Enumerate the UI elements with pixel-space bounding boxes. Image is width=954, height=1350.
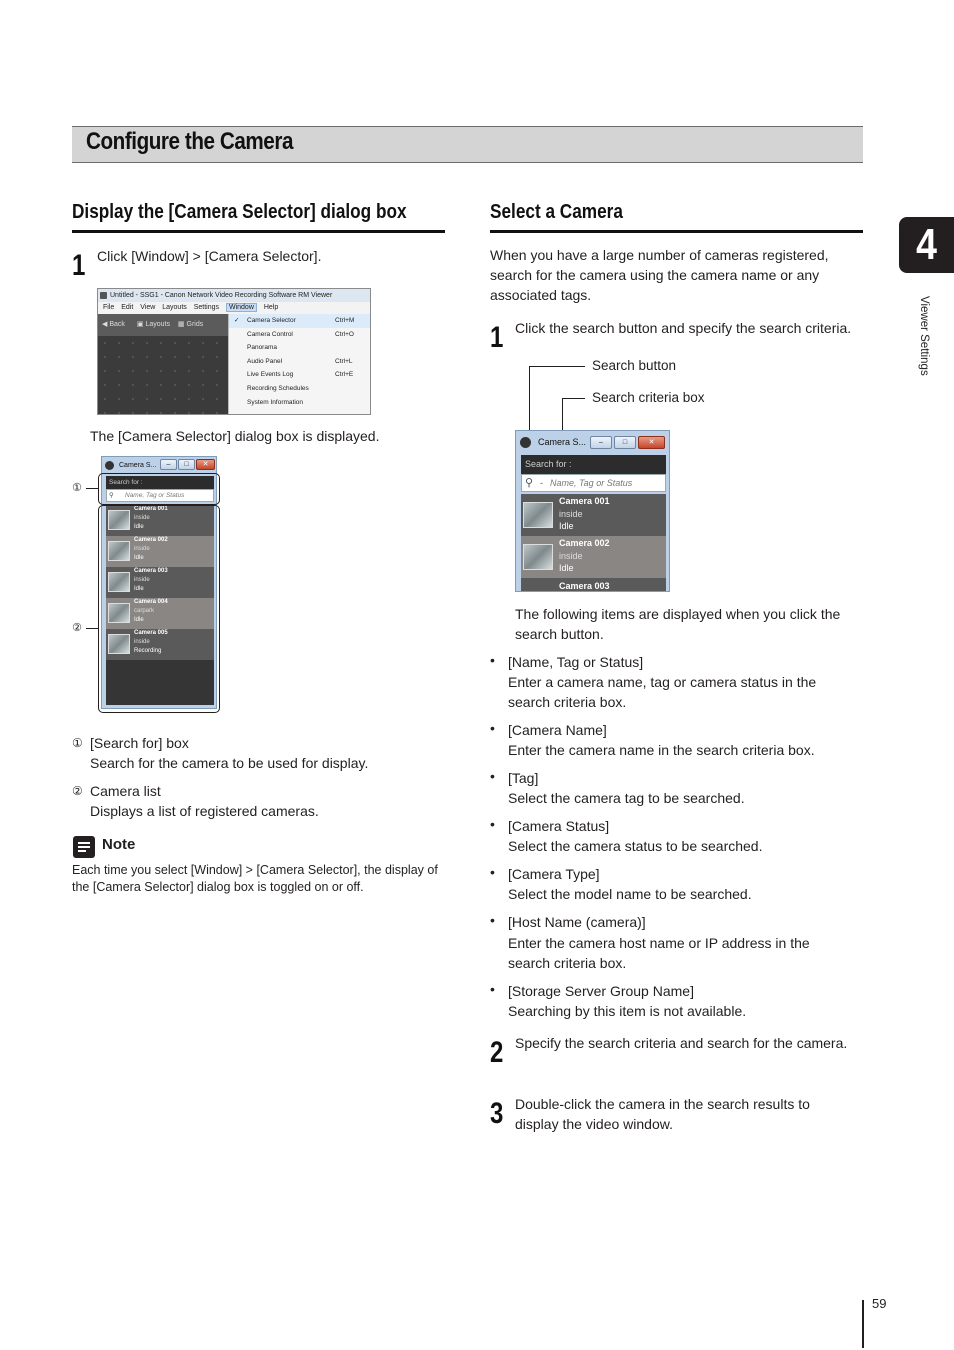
menu-item-label: System Information <box>247 398 303 406</box>
search-placeholder: Name, Tag or Status <box>125 492 185 499</box>
legend-marker-2: ② <box>72 784 83 798</box>
camera-location: inside <box>134 639 150 645</box>
window-menu-screenshot <box>97 288 371 415</box>
menu-item-shortcut: Ctrl+O <box>335 330 354 338</box>
legend-marker-1: ① <box>72 736 83 750</box>
bullet-dot: • <box>490 912 495 928</box>
menu-item-recording-schedules[interactable] <box>229 382 371 396</box>
bullet-dot: • <box>490 720 495 736</box>
camera-thumbnail <box>523 502 553 528</box>
bullet-desc: Select the model name to be searched. <box>508 886 752 902</box>
left-heading: Display the [Camera Selector] dialog box <box>72 201 407 223</box>
toolbar-grids[interactable]: Grids <box>186 321 204 328</box>
page-number-rule <box>862 1300 864 1348</box>
layouts-icon: ▣ <box>136 321 144 328</box>
menu-view[interactable]: View <box>140 304 156 311</box>
bullet-dot: • <box>490 768 495 784</box>
chapter-number: 4 <box>916 220 937 269</box>
right-step2-number: 2 <box>490 1036 504 1069</box>
page-number: 59 <box>872 1296 887 1311</box>
check-icon: ✓ <box>234 317 240 324</box>
menu-item-label: Audio Panel <box>247 357 283 365</box>
bullet-title: [Camera Name] <box>508 722 607 738</box>
dialog-title: Camera S... <box>119 462 157 469</box>
search-for-label: Search for : <box>521 455 666 474</box>
camera-name: Camera 005 <box>134 630 168 636</box>
camera-name: Camera 003 <box>559 581 610 591</box>
camera-list[interactable] <box>521 494 666 592</box>
menu-item-label: Camera Control <box>247 330 293 338</box>
camera-name: Camera 002 <box>134 537 168 543</box>
camera-status: Idle <box>134 586 144 592</box>
search-icon[interactable]: ⚲ <box>109 492 114 499</box>
bullet-title: [Storage Server Group Name] <box>508 983 694 999</box>
camera-list-item[interactable] <box>521 536 666 578</box>
callout-line <box>86 488 98 489</box>
app-icon <box>100 292 107 299</box>
callout-marker-1: ① <box>72 482 82 494</box>
legend-title-2: Camera list <box>90 783 161 799</box>
bullet-desc: Searching by this item is not available. <box>508 1003 747 1019</box>
camera-location: inside <box>559 551 583 561</box>
left-heading-rule <box>72 230 445 233</box>
bullet-desc: Select the camera tag to be searched. <box>508 790 745 806</box>
camera-status: Idle <box>559 521 574 531</box>
bullet-desc: Enter the camera host name or IP address in the search criteria box. <box>508 935 810 971</box>
camera-status: Recording <box>134 648 162 654</box>
chapter-label: Viewer Settings <box>918 296 930 376</box>
search-criteria-box-label: Search criteria box <box>592 390 705 405</box>
callout-frame-search <box>98 473 220 505</box>
close-button[interactable]: ✕ <box>196 459 215 470</box>
camera-location: carpark <box>134 608 155 614</box>
bullet-dot: • <box>490 816 495 832</box>
menu-item-live-events-log[interactable] <box>229 368 371 382</box>
menu-file[interactable]: File <box>103 304 115 311</box>
chevron-down-icon[interactable]: - <box>540 478 543 488</box>
section-title: Configure the Camera <box>86 128 294 155</box>
callout-marker-2: ② <box>72 622 82 634</box>
search-button-label: Search button <box>592 358 677 373</box>
menu-item-label: Camera Selector <box>247 317 296 324</box>
camera-name: Camera 001 <box>559 496 610 506</box>
camera-status: Idle <box>134 555 144 561</box>
menu-item-system-information[interactable] <box>229 396 371 410</box>
video-grid-area <box>98 336 228 415</box>
camera-name: Camera 002 <box>559 538 610 548</box>
window-dropdown-menu <box>228 314 371 415</box>
camera-icon <box>105 461 114 470</box>
camera-status: Idle <box>559 563 574 573</box>
menu-help[interactable]: Help <box>263 304 279 311</box>
minimize-button[interactable]: – <box>160 459 177 470</box>
app-title: Untitled - SSG1 - Canon Network Video Recording Software RM Viewer <box>110 292 333 299</box>
bullet-dot: • <box>490 864 495 880</box>
camera-name: Camera 004 <box>134 599 168 605</box>
note-title: Note <box>102 836 136 853</box>
camera-status: Idle <box>134 524 144 530</box>
left-step1-number: 1 <box>72 249 86 282</box>
displayed-text: The [Camera Selector] dialog box is displayed. <box>90 428 380 444</box>
search-for-label: Search for : <box>106 476 214 489</box>
toolbar-back[interactable]: Back <box>109 321 125 328</box>
camera-name: Camera 001 <box>134 506 168 512</box>
right-step3-text: Double-click the camera in the search results to display the video window. <box>515 1096 810 1132</box>
bullet-title: [Tag] <box>508 770 539 786</box>
note-text: Each time you select [Window] > [Camera Selector], the display of the [Camera Selector] dialog box is toggled on or off. <box>72 863 438 894</box>
bullet-title: [Camera Type] <box>508 866 600 882</box>
camera-name: Camera 003 <box>134 568 168 574</box>
close-button[interactable]: ✕ <box>638 436 665 449</box>
menu-edit[interactable]: Edit <box>121 304 134 311</box>
menu-item-label: Recording Schedules <box>247 384 309 392</box>
camera-location: inside <box>559 509 583 519</box>
right-step3-number: 3 <box>490 1097 504 1130</box>
right-intro: When you have a large number of cameras registered, search for the camera using the camera name or any associated tags. <box>490 247 829 303</box>
camera-list-item[interactable] <box>521 494 666 536</box>
app-toolbar <box>98 314 228 336</box>
menu-item-audio-panel[interactable] <box>229 355 371 369</box>
back-arrow-icon: ◀ <box>102 321 108 328</box>
right-heading: Select a Camera <box>490 201 623 223</box>
legend-desc-1: Search for the camera to be used for display. <box>90 755 369 771</box>
menu-item-shortcut: Ctrl+M <box>335 317 355 324</box>
camera-thumbnail <box>523 544 553 570</box>
bullet-title: [Camera Status] <box>508 818 610 834</box>
right-step1-text: Click the search button and specify the search criteria. <box>515 320 852 336</box>
camera-location: inside <box>134 546 150 552</box>
menu-settings[interactable]: Settings <box>193 304 220 311</box>
camera-list-item[interactable] <box>521 578 666 592</box>
callout-line-criteria-box <box>562 398 585 399</box>
legend-title-1: [Search for] box <box>90 735 189 751</box>
menu-item-camera-control[interactable] <box>229 328 371 342</box>
grids-icon: ▦ <box>177 321 185 328</box>
bullet-desc: Enter a camera name, tag or camera status in the search criteria box. <box>508 674 817 710</box>
bullet-title: [Host Name (camera)] <box>508 914 646 930</box>
bullet-desc: Select the camera status to be searched. <box>508 838 763 854</box>
camera-icon <box>520 437 531 448</box>
app-titlebar <box>98 289 370 302</box>
search-criteria-box[interactable] <box>521 474 666 492</box>
bullet-dot: • <box>490 652 495 668</box>
right-heading-rule <box>490 230 863 233</box>
camera-location: inside <box>134 515 150 521</box>
search-placeholder: Name, Tag or Status <box>550 478 633 488</box>
callout-line-search-button <box>529 366 585 367</box>
menu-item-label: Panorama <box>247 344 277 352</box>
camera-selector-dialog-large <box>515 430 670 592</box>
menu-item-shortcut: Ctrl+E <box>335 371 354 379</box>
following-text: The following items are displayed when you click the search button. <box>515 606 841 642</box>
maximize-button[interactable]: □ <box>614 436 636 449</box>
minimize-button[interactable]: – <box>590 436 612 449</box>
menu-item-panorama[interactable] <box>229 341 371 355</box>
menu-window[interactable]: Window <box>226 303 257 312</box>
app-menubar <box>98 302 370 314</box>
callout-line <box>86 628 98 629</box>
toolbar-layouts[interactable]: Layouts <box>145 321 170 328</box>
camera-location: inside <box>134 577 150 583</box>
menu-item-camera-selector[interactable] <box>229 314 371 328</box>
right-step1-number: 1 <box>490 321 504 354</box>
search-icon[interactable]: ⚲ <box>525 477 534 489</box>
legend-desc-2: Displays a list of registered cameras. <box>90 803 319 819</box>
menu-item-shortcut: Ctrl+L <box>335 357 353 365</box>
left-step1-text: Click [Window] > [Camera Selector]. <box>97 248 322 264</box>
maximize-button[interactable]: □ <box>178 459 195 470</box>
callout-frame-list <box>98 505 220 713</box>
right-step2-text: Specify the search criteria and search for the camera. <box>515 1035 848 1051</box>
camera-status: Idle <box>134 617 144 623</box>
bullet-desc: Enter the camera name in the search criteria box. <box>508 742 815 758</box>
dialog-title: Camera S... <box>538 437 587 447</box>
bullet-dot: • <box>490 981 495 997</box>
menu-layouts[interactable]: Layouts <box>162 304 187 311</box>
note-icon <box>73 836 95 858</box>
menu-item-label: Live Events Log <box>247 371 294 379</box>
bullet-title: [Name, Tag or Status] <box>508 654 644 670</box>
